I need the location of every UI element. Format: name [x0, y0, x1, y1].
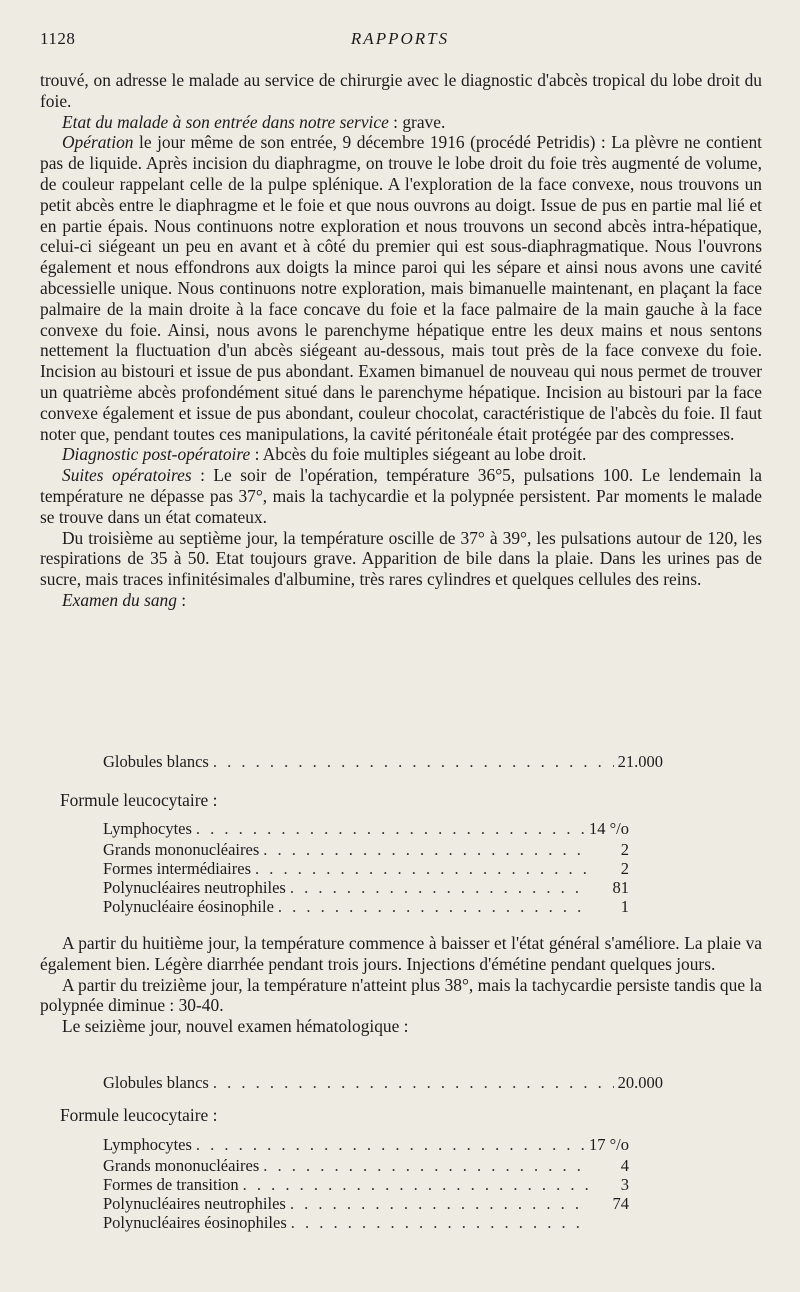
leader-dots	[196, 1135, 585, 1155]
formula-row	[103, 1175, 629, 1195]
body-text-top	[40, 70, 762, 611]
paragraph-suites	[40, 465, 762, 527]
globules-blancs-label: Globules blancs	[103, 752, 209, 771]
paragraph-etat	[40, 112, 762, 133]
body-text-middle	[40, 933, 762, 1037]
formula-row-value: 1	[620, 897, 629, 916]
paragraph-1: trouvé, on adresse le malade au service de chirurgie avec le diagnostic d'abcès tropical du lobe droit du foie.	[40, 70, 762, 111]
running-head: RAPPORTS	[350, 29, 450, 48]
formula-row-label: Polynucléaires neutrophiles	[103, 1194, 286, 1213]
paragraph-treizieme: A partir du treizième jour, la température n'atteint plus 38°, mais la tachycardie persiste tandis que la polypnée diminue : 30-40.	[40, 974, 762, 1016]
diagnostic-text: : Abcès du foie multiples siégeant au lobe droit.	[250, 444, 587, 465]
formula-row-value: 17 °/o	[588, 1135, 629, 1154]
formula-row-label: Polynucléaires neutrophiles	[103, 878, 286, 897]
operation-text: le jour même de son entrée, 9 décembre 1916 (procédé Petridis) : La plèvre ne contient pas de liquide. Après incision du diaphragme, on trouve le lobe droit du foie très augmenté de volume, de couleur rappelant celle de la pulpe splénique. A l'exploration de la face convexe, nous trouvons un petit abcès entre le diaphragme et le foie et que nous ouvrons au doigt. Issue de pus en partie mal lié et en partie épais. Nous continuons notre exploration et nous trouvons un second abcès intra-hépatique, celui-ci siégeant un peu en avant et à côté du premier qui est sous-diaphragmatique. Nous l'ouvrons également et nous effondrons aux doigts la mince paroi qui les sépare et ainsi nous avons une cavité abcessielle unique. Nous continuons notre exploration, mais bimanuelle maintenant, en plaçant la face palmaire de la main droite à la face concave du foie et la face palmaire de la main gauche à la face convexe du foie. Ainsi, nous avons le parenchyme hépatique entre les deux mains et nous sentons nettement la fluctuation d'un abcès siégeant au-dessous, mais tout près de la face convexe du foie. Incision au bistouri et issue de pus abondant. Examen bimanuel de nouveau qui nous permet de trouver un quatrième abcès profondément situé dans le parenchyme hépatique. Incision au bistouri par la face convexe également et issue de pus abondant, couleur chocolat, caractéristique de l'abcès du foie. Il faut noter que, pendant toutes ces manipulations, la cavité péritonéale était protégée par des compresses.	[40, 132, 762, 444]
formula-row	[103, 840, 629, 860]
examen-label: Examen du sang	[62, 589, 177, 610]
leader-dots	[213, 752, 614, 772]
page-number: 1128	[40, 29, 76, 48]
suites-text: : Le soir de l'opération, température 36°5, pulsations 100. Le lendemain la température ne dépasse pas 37°, mais la tachycardie et la polypnée persistent. Par moments le malade se trouve dans un état comateux.	[40, 465, 762, 527]
formula-row-value: 74	[612, 1194, 629, 1213]
paragraph-examen	[40, 590, 762, 611]
formula-row	[103, 1194, 629, 1214]
globules-blancs-value: 20.000	[617, 1073, 663, 1092]
formula-row-label: Formes intermédiaires	[103, 859, 252, 878]
formula-row	[103, 878, 629, 898]
formula-row-label: Lymphocytes	[103, 819, 192, 838]
formula-row	[103, 897, 629, 917]
paragraph-seizieme: Le seizième jour, nouvel examen hématologique :	[62, 1016, 409, 1037]
formula-row-value: 81	[612, 878, 629, 897]
formula-row	[103, 1213, 629, 1233]
etat-label: Etat du malade à son entrée dans notre service	[62, 111, 389, 132]
leader-dots	[255, 859, 589, 879]
formula-row-label: Formes de transition	[103, 1175, 239, 1194]
formule-leucocytaire-heading: Formule leucocytaire :	[60, 790, 218, 810]
formula-row-value: 14 °/o	[588, 819, 629, 838]
leader-dots	[278, 897, 589, 917]
examen-text: :	[176, 589, 187, 610]
formula-row-label: Grands mononucléaires	[103, 1156, 260, 1175]
formula-row-label: Polynucléaires éosinophiles	[103, 1213, 287, 1232]
leader-dots	[263, 840, 589, 860]
leader-dots	[263, 1156, 589, 1176]
leader-dots	[290, 878, 589, 898]
formula-row	[103, 1135, 629, 1155]
formula-row-value: 3	[620, 1175, 629, 1194]
leader-dots	[243, 1175, 589, 1195]
operation-label: Opération	[62, 132, 134, 153]
etat-text: : grave.	[388, 111, 446, 132]
formula-row	[103, 1156, 629, 1176]
paragraph-diagnostic	[40, 444, 762, 465]
paragraph-operation	[40, 132, 762, 444]
globules-blancs-value: 21.000	[617, 752, 663, 771]
formula-row-value: 4	[620, 1156, 629, 1175]
globules-blancs-row	[103, 1073, 663, 1093]
paragraph-evolution: Du troisième au septième jour, la température oscille de 37° à 39°, les pulsations autour de 120, les respirations de 35 à 50. Etat toujours grave. Apparition de bile dans la plaie. Dans les urines pas de sucre, mais traces infinitésimales d'albumine, très rares cylindres et quelques cellules des reins.	[40, 527, 762, 590]
formula-row	[103, 819, 629, 839]
formula-row-value: 2	[620, 840, 629, 859]
diagnostic-label: Diagnostic post-opératoire	[62, 444, 251, 465]
formule-leucocytaire-heading: Formule leucocytaire :	[60, 1105, 218, 1125]
formula-row-label: Polynucléaire éosinophile	[103, 897, 274, 916]
formula-row-label: Grands mononucléaires	[103, 840, 260, 859]
globules-blancs-row	[103, 752, 663, 772]
leader-dots	[290, 1194, 589, 1214]
formula-row-value: 2	[620, 859, 629, 878]
globules-blancs-label: Globules blancs	[103, 1073, 209, 1092]
paragraph-amelioration: A partir du huitième jour, la température commence à baisser et l'état général s'améliore. La plaie va également bien. Légère diarrhée pendant trois jours. Injections d'émétine pendant quelques jours.	[40, 933, 762, 974]
formula-row	[103, 859, 629, 879]
leader-dots	[291, 1213, 589, 1233]
formula-row-label: Lymphocytes	[103, 1135, 192, 1154]
suites-label: Suites opératoires	[62, 465, 192, 486]
leader-dots	[196, 819, 585, 839]
leader-dots	[213, 1073, 614, 1093]
